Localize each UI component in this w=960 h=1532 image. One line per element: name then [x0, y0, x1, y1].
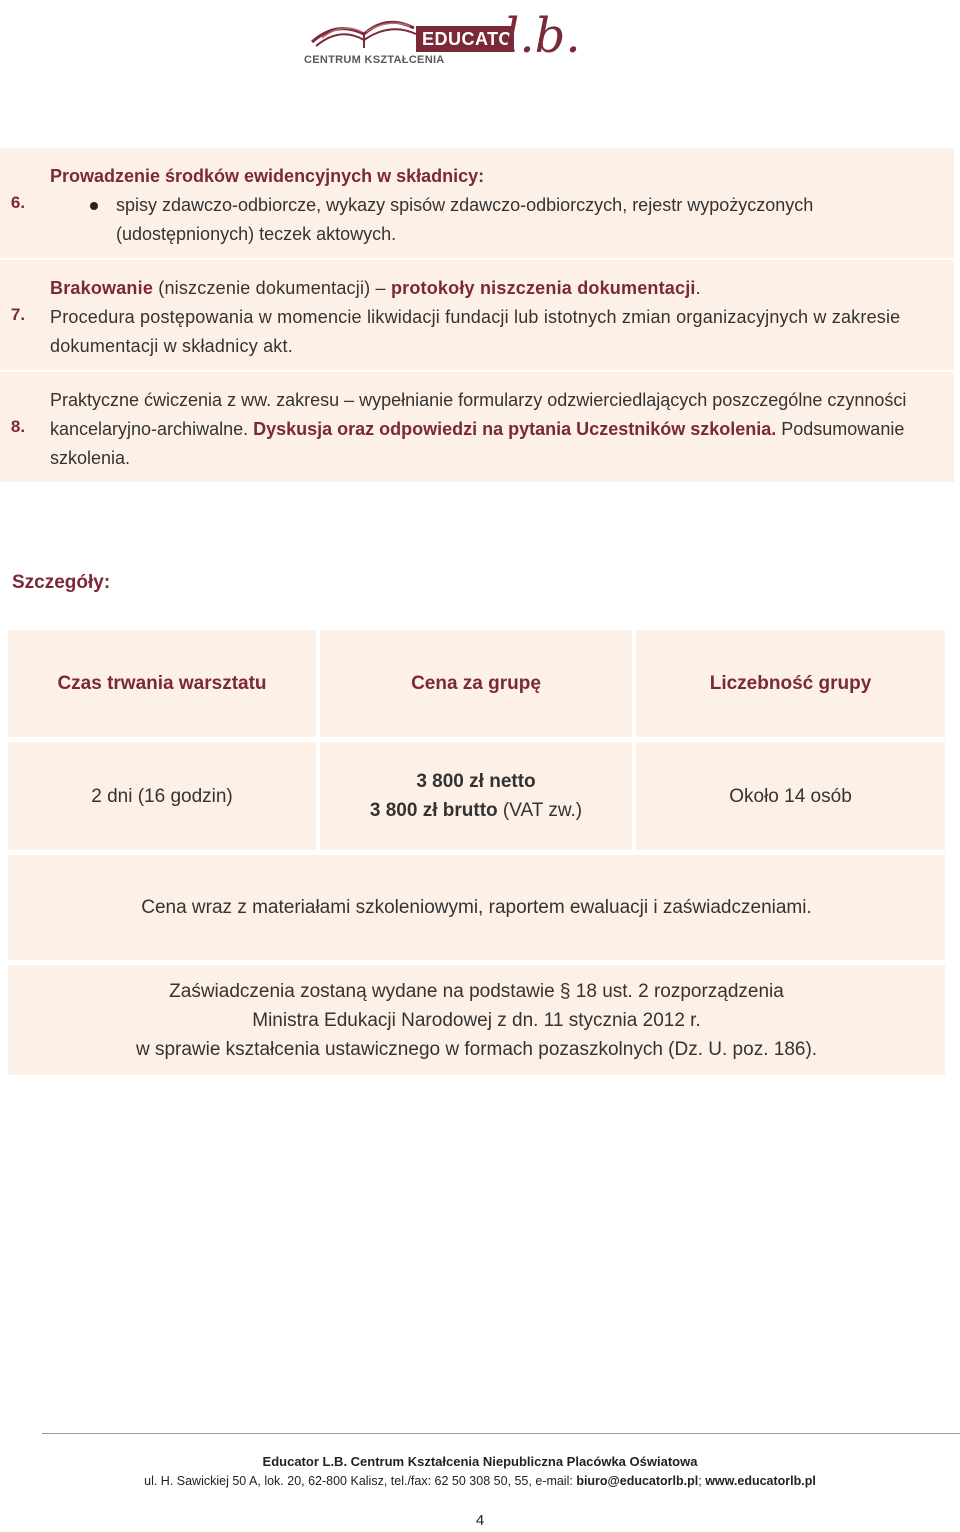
row-number: 8. [0, 372, 36, 482]
program-row-8 [0, 372, 954, 482]
row-number: 7. [0, 260, 36, 370]
row-number: 6. [0, 148, 36, 258]
row-content [40, 372, 954, 482]
certificate-line-2: Ministra Edukacji Narodowej z dn. 11 stycznia 2012 r. [252, 1009, 701, 1031]
program-row-6 [0, 148, 954, 258]
details-heading: Szczegóły: [12, 572, 111, 593]
logo-subtitle: CENTRUM KSZTAŁCENIA [304, 54, 445, 66]
row-text: Procedura postępowania w momencie likwidacji fundacji lub istotnych zmian organizacyjnych w zakresie dokumentacji w składnicy akt. [50, 307, 901, 356]
row-content [40, 260, 954, 370]
row-text-bold: Dyskusja oraz odpowiedzi na pytania Uczestników szkolenia. [253, 419, 777, 439]
footer-website-link[interactable]: www.educatorlb.pl [705, 1474, 816, 1488]
certificate-note [8, 965, 945, 1075]
header-duration: Czas trwania warsztatu [8, 630, 316, 737]
row-content [40, 148, 954, 258]
row-title: Prowadzenie środków ewidencyjnych w składnicy: [50, 166, 485, 186]
certificate-line-1: Zaświadczenia zostaną wydane na podstawie § 18 ust. 2 rozporządzenia [169, 980, 784, 1002]
price-value [320, 742, 632, 850]
logo-script-text: l.b. [504, 8, 581, 64]
certificate-line-3: w sprawie kształcenia ustawicznego w formach pozaszkolnych (Dz. U. poz. 186). [135, 1038, 818, 1060]
row-text-2: Podsumowanie szkolenia. [50, 419, 905, 468]
educator-logo [296, 0, 606, 78]
open-book-icon [302, 0, 422, 52]
price-note: Cena wraz z materiałami szkoleniowymi, raportem ewaluacji i zaświadczeniami. [8, 855, 945, 960]
price-gross-line [370, 796, 582, 825]
row-text-1: Praktyczne ćwiczenia z ww. zakresu – wypełnianie formularzy odzwierciedlających poszczególne czynności kancelaryjno-archiwalne. [50, 390, 907, 439]
title-end: . [695, 278, 701, 298]
price-gross: 3 800 zł brutto [369, 800, 498, 821]
header-group-size: Liczebność grupy [636, 630, 945, 737]
program-row-7 [0, 260, 954, 370]
logo-educator-text: EDUCATOR [416, 26, 514, 52]
title-bold: Brakowanie [50, 278, 154, 298]
page-number: 4 [475, 1512, 485, 1529]
header-price: Cena za grupę [320, 630, 632, 737]
bullet-item [50, 191, 946, 249]
group-size-value: Około 14 osób [636, 742, 945, 850]
price-net: 3 800 zł netto [416, 771, 536, 792]
footer-org-name: Educator L.B. Centrum Kształcenia Niepubliczna Placówka Oświatowa [262, 1454, 698, 1469]
price-vat: (VAT zw.) [497, 800, 583, 821]
footer-separator: ; [698, 1474, 706, 1488]
footer-address: ul. H. Sawickiej 50 A, lok. 20, 62-800 Kalisz, tel./fax: 62 50 308 50, 55, e-mail: [144, 1474, 577, 1488]
title-bold-2: protokoły niszczenia dokumentacji [390, 278, 696, 298]
footer-divider [42, 1433, 960, 1434]
title-rest: (niszczenie dokumentacji) – [153, 278, 391, 298]
row-title [50, 274, 946, 303]
bullet-icon [90, 202, 98, 210]
footer-email-link[interactable]: biuro@educatorlb.pl [576, 1474, 699, 1488]
duration-value: 2 dni (16 godzin) [8, 742, 316, 850]
footer-contact [0, 1474, 960, 1488]
bullet-text: spisy zdawczo-odbiorcze, wykazy spisów zdawczo-odbiorczych, rejestr wypożyczonych (udostępnionych) teczek aktowych. [116, 195, 814, 244]
